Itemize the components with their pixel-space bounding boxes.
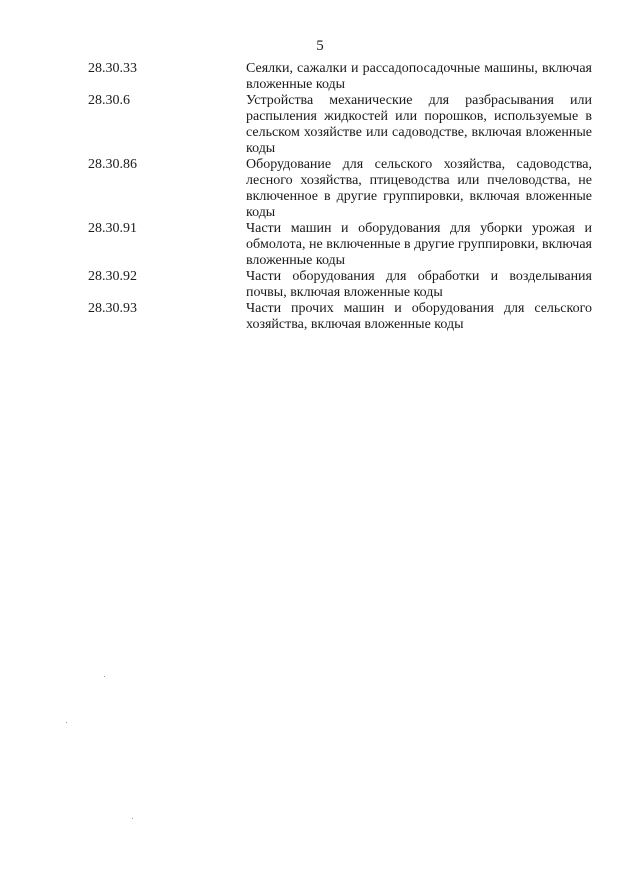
code-description: Части машин и оборудования для уборки урожая и обмолота, не включенные в другие группировки, включая вложенные коды	[246, 221, 592, 268]
code-row	[88, 221, 592, 269]
code-description: Устройства механические для разбрасывания или распыления жидкостей или порошков, используемые в сельском хозяйстве или садоводстве, включая вложенные коды	[246, 93, 592, 156]
code-description: Части оборудования для обработки и возделывания почвы, включая вложенные коды	[246, 269, 592, 300]
classification-code: 28.30.93	[88, 301, 137, 316]
code-row	[88, 301, 592, 333]
code-table	[88, 61, 592, 333]
classification-code: 28.30.92	[88, 269, 137, 284]
code-description: Оборудование для сельского хозяйства, садоводства, лесного хозяйства, птицеводства или пчеловодства, не включенное в другие группировки, включая вложенные коды	[246, 157, 592, 220]
classification-code: 28.30.6	[88, 93, 130, 108]
code-description: Части прочих машин и оборудования для сельского хозяйства, включая вложенные коды	[246, 301, 592, 332]
code-row	[88, 61, 592, 93]
code-row	[88, 269, 592, 301]
scan-speck	[132, 818, 133, 819]
scan-speck	[104, 676, 105, 677]
page-number: 5	[316, 38, 324, 54]
classification-code: 28.30.33	[88, 61, 137, 76]
code-row	[88, 157, 592, 221]
code-description: Сеялки, сажалки и рассадопосадочные машины, включая вложенные коды	[246, 61, 592, 92]
classification-code: 28.30.91	[88, 221, 137, 236]
classification-code: 28.30.86	[88, 157, 137, 172]
scan-speck	[66, 722, 67, 723]
code-row	[88, 93, 592, 157]
